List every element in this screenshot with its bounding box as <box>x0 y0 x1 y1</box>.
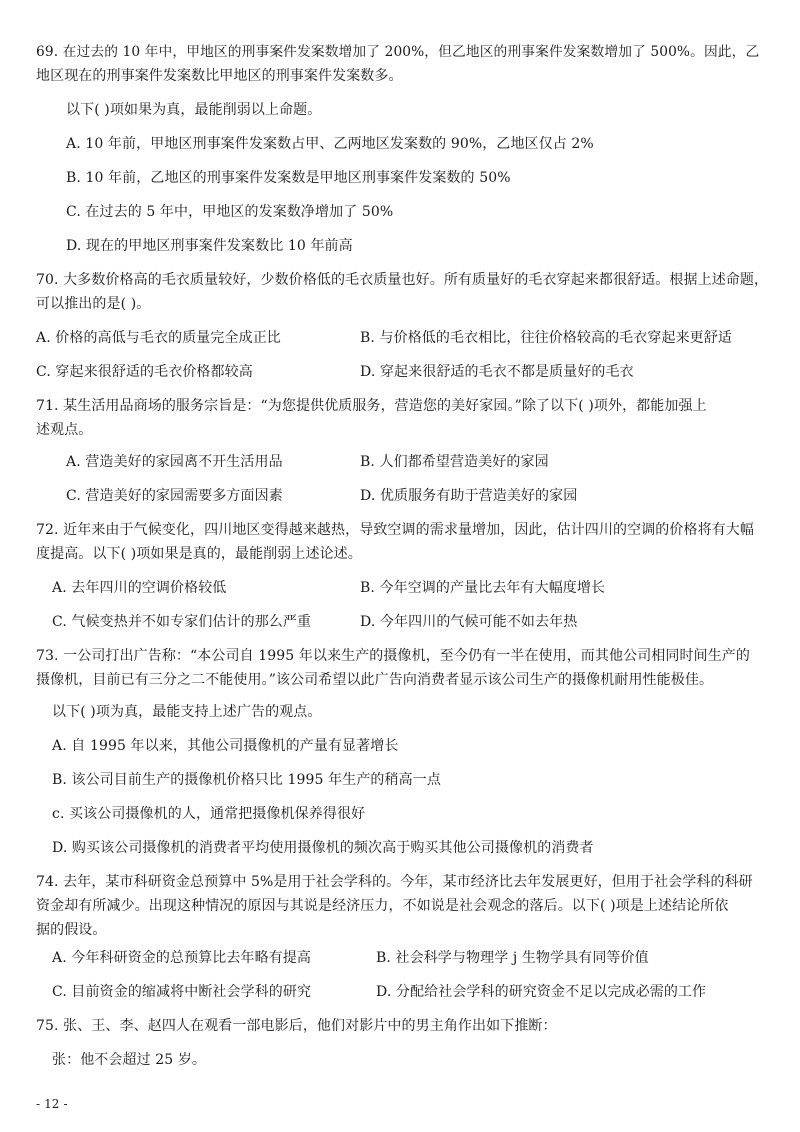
q74-stem-line3: 据的假设。 <box>36 922 107 938</box>
q74-option-a: A. 今年科研资金的总预算比去年略有提高 <box>52 950 312 966</box>
q69-prompt: 以下( )项如果为真，最能削弱以上命题。 <box>66 102 322 118</box>
q75-line-zhang: 张：他不会超过 25 岁。 <box>52 1052 207 1068</box>
page-number: - 12 - <box>36 1097 68 1111</box>
q69-stem-line1: 69. 在过去的 10 年中，甲地区的刑事案件发案数增加了 200%，但乙地区的刑事案件发案数增加了 500%。因此，乙 <box>36 44 760 60</box>
q73-prompt: 以下( )项为真，最能支持上述广告的观点。 <box>52 704 322 720</box>
q73-stem-line1: 73. 一公司打出广告称：“本公司自 1995 年以来生产的摄像机，至今仍有一半在使用，而其他公司相同时间生产的 <box>36 648 750 664</box>
q71-option-c: C. 营造美好的家园需要多方面因素 <box>66 488 283 504</box>
q69-option-c: C. 在过去的 5 年中，甲地区的发案数净增加了 50% <box>66 204 394 220</box>
q73-option-b: B. 该公司目前生产的摄像机价格只比 1995 年生产的稍高一点 <box>52 772 441 788</box>
q75-stem-line1: 75. 张、王、李、赵四人在观看一部电影后，他们对影片中的男主角作出如下推断： <box>36 1018 557 1034</box>
q73-stem-line2: 摄像机，目前已有三分之二不能使用。”该公司希望以此广告向消费者显示该公司生产的摄像机耐用性能极佳。 <box>36 672 714 688</box>
q70-stem-line1: 70. 大多数价格高的毛衣质量较好，少数价格低的毛衣质量也好。所有质量好的毛衣穿起来都很舒适。根据上述命题， <box>36 272 769 288</box>
q72-option-c: C. 气候变热并不如专家们估计的那么严重 <box>52 614 312 630</box>
q70-option-b: B. 与价格低的毛衣相比，往往价格较高的毛衣穿起来更舒适 <box>360 330 732 346</box>
q71-option-a: A. 营造美好的家园离不开生活用品 <box>66 454 283 470</box>
q69-stem-line2: 地区现在的刑事案件发案数比甲地区的刑事案件发案数多。 <box>36 68 403 84</box>
q69-option-d: D. 现在的甲地区刑事案件发案数比 10 年前高 <box>66 238 353 254</box>
q73-option-c: c. 买该公司摄像机的人，通常把摄像机保养得很好 <box>52 806 366 822</box>
q73-option-a: A. 自 1995 年以来，其他公司摄像机的产量有显著增长 <box>52 738 399 754</box>
q71-stem-line1: 71. 某生活用品商场的服务宗旨是：“为您提供优质服务，营造您的美好家园。”除了以下( )项外，都能加强上 <box>36 398 707 414</box>
q73-option-d: D. 购买该公司摄像机的消费者平均使用摄像机的频次高于购买其他公司摄像机的消费者 <box>52 840 594 856</box>
q71-option-d: D. 优质服务有助于营造美好的家园 <box>360 488 578 504</box>
q74-option-c: C. 目前资金的缩减将中断社会学科的研究 <box>52 984 312 1000</box>
q74-stem-line2: 资金却有所减少。出现这种情况的原因与其说是经济压力，不如说是社会观念的落后。以下( )项是上述结论所依 <box>36 898 729 914</box>
q74-stem-line1: 74. 去年，某市科研资金总预算中 5%是用于社会学科的。今年，某市经济比去年发展更好，但用于社会学科的科研 <box>36 874 753 890</box>
q69-option-a: A. 10 年前，甲地区刑事案件发案数占甲、乙两地区发案数的 90%，乙地区仅占 2% <box>66 136 594 152</box>
q72-option-b: B. 今年空调的产量比去年有大幅度增长 <box>360 580 606 596</box>
q71-stem-line2: 述观点。 <box>36 422 93 438</box>
q70-option-c: C. 穿起来很舒适的毛衣价格都较高 <box>36 364 253 380</box>
q70-option-d: D. 穿起来很舒适的毛衣不都是质量好的毛衣 <box>360 364 634 380</box>
q72-option-a: A. 去年四川的空调价格较低 <box>52 580 227 596</box>
q71-option-b: B. 人们都希望营造美好的家园 <box>360 454 549 470</box>
q70-stem-line2: 可以推出的是( )。 <box>36 296 151 312</box>
q74-option-b: B. 社会科学与物理学 j 生物学具有同等价值 <box>376 950 649 966</box>
q72-stem-line1: 72. 近年来由于气候变化，四川地区变得越来越热，导致空调的需求量增加，因此，估计四川的空调的价格将有大幅 <box>36 522 755 538</box>
q70-option-a: A. 价格的高低与毛衣的质量完全成正比 <box>36 330 281 346</box>
q72-stem-line2: 度提高。以下( )项如果是真的，最能削弱上述论述。 <box>36 546 362 562</box>
q74-option-d: D. 分配给社会学科的研究资金不足以完成必需的工作 <box>376 984 707 1000</box>
q69-option-b: B. 10 年前，乙地区的刑事案件发案数是甲地区刑事案件发案数的 50% <box>66 170 511 186</box>
q72-option-d: D. 今年四川的气候可能不如去年热 <box>360 614 578 630</box>
